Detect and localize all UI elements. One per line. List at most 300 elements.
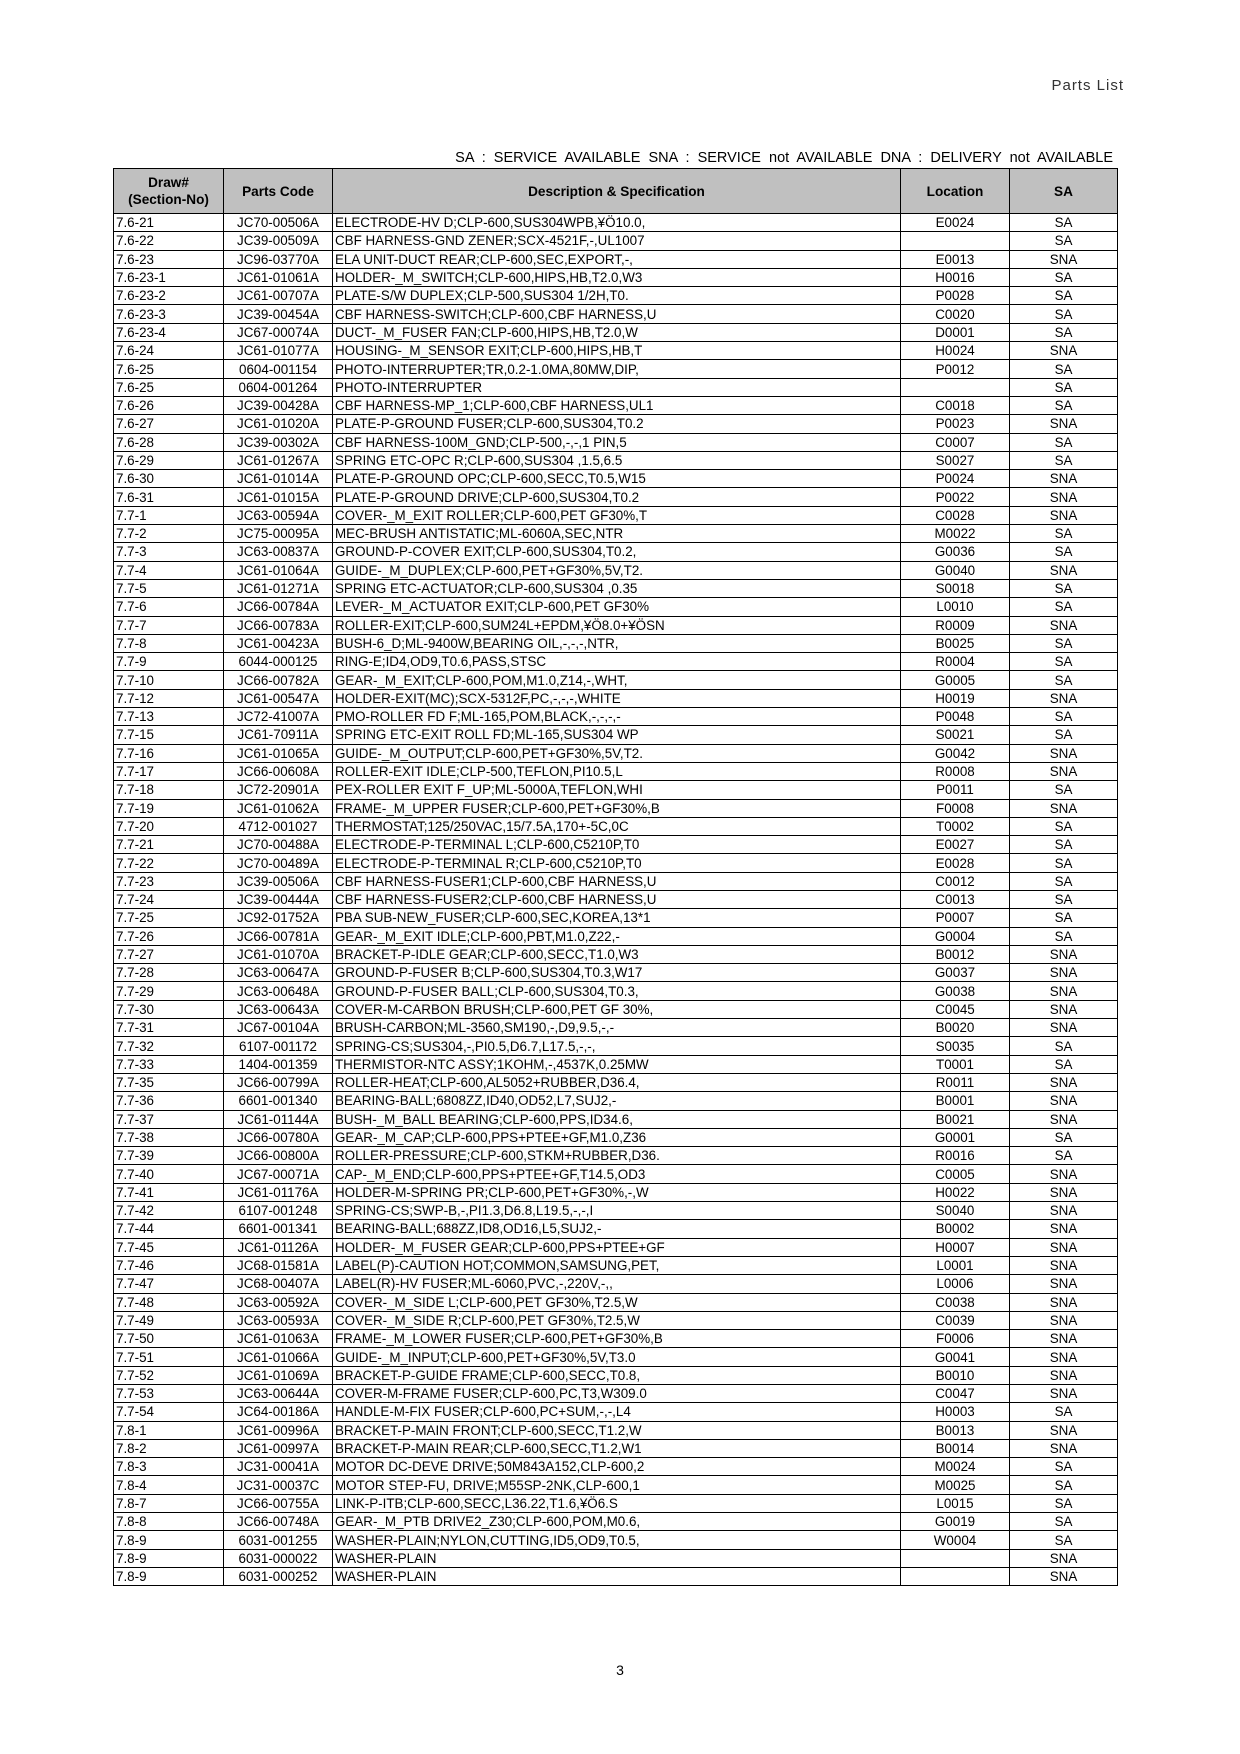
table-row — [114, 671, 1118, 689]
cell-description: HANDLE-M-FIX FUSER;CLP-600,PC+SUM,-,-,L4 — [333, 1403, 901, 1421]
cell-sa-status: SNA — [1010, 744, 1118, 762]
cell-draw-number: 7.7-37 — [114, 1110, 224, 1128]
cell-sa-status: SA — [1010, 1494, 1118, 1512]
cell-description: COVER-_M_SIDE L;CLP-600,PET GF30%,T2.5,W — [333, 1293, 901, 1311]
cell-draw-number: 7.7-15 — [114, 726, 224, 744]
cell-parts-code: JC61-70911A — [224, 726, 333, 744]
cell-description: CAP-_M_END;CLP-600,PPS+PTEE+GF,T14.5,OD3 — [333, 1165, 901, 1183]
cell-location: E0013 — [901, 250, 1010, 268]
cell-draw-number: 7.7-22 — [114, 854, 224, 872]
cell-parts-code: JC66-00799A — [224, 1073, 333, 1091]
table-row — [114, 1220, 1118, 1238]
cell-parts-code: JC39-00454A — [224, 305, 333, 323]
cell-sa-status: SNA — [1010, 982, 1118, 1000]
cell-draw-number: 7.8-7 — [114, 1494, 224, 1512]
cell-parts-code: JC67-00074A — [224, 323, 333, 341]
cell-location: G0042 — [901, 744, 1010, 762]
cell-sa-status: SA — [1010, 634, 1118, 652]
cell-location: L0010 — [901, 598, 1010, 616]
cell-description: PLATE-P-GROUND FUSER;CLP-600,SUS304,T0.2 — [333, 415, 901, 433]
cell-draw-number: 7.6-25 — [114, 378, 224, 396]
cell-location: P0023 — [901, 415, 1010, 433]
cell-description: BRACKET-P-MAIN REAR;CLP-600,SECC,T1.2,W1 — [333, 1439, 901, 1457]
cell-location — [901, 378, 1010, 396]
cell-draw-number: 7.7-32 — [114, 1037, 224, 1055]
cell-draw-number: 7.8-9 — [114, 1549, 224, 1567]
cell-sa-status: SA — [1010, 323, 1118, 341]
cell-location: T0001 — [901, 1055, 1010, 1073]
cell-parts-code: JC31-00037C — [224, 1476, 333, 1494]
cell-parts-code: JC61-01063A — [224, 1330, 333, 1348]
cell-draw-number: 7.7-33 — [114, 1055, 224, 1073]
cell-draw-number: 7.8-8 — [114, 1513, 224, 1531]
cell-sa-status: SA — [1010, 287, 1118, 305]
cell-parts-code: JC63-00643A — [224, 1000, 333, 1018]
cell-sa-status: SNA — [1010, 1202, 1118, 1220]
cell-draw-number: 7.7-6 — [114, 598, 224, 616]
cell-location: C0028 — [901, 506, 1010, 524]
table-row — [114, 250, 1118, 268]
table-row — [114, 1348, 1118, 1366]
cell-location: P0028 — [901, 287, 1010, 305]
cell-description: COVER-M-FRAME FUSER;CLP-600,PC,T3,W309.0 — [333, 1385, 901, 1403]
cell-draw-number: 7.7-13 — [114, 708, 224, 726]
cell-location: S0027 — [901, 451, 1010, 469]
cell-description: GUIDE-_M_DUPLEX;CLP-600,PET+GF30%,5V,T2. — [333, 561, 901, 579]
cell-draw-number: 7.7-20 — [114, 817, 224, 835]
cell-description: GEAR-_M_EXIT;CLP-600,POM,M1.0,Z14,-,WHT, — [333, 671, 901, 689]
table-header-row — [114, 169, 1118, 214]
cell-location: M0024 — [901, 1458, 1010, 1476]
column-header-section-label: (Section-No) — [128, 192, 209, 207]
cell-location — [901, 232, 1010, 250]
cell-sa-status: SA — [1010, 579, 1118, 597]
cell-draw-number: 7.7-18 — [114, 781, 224, 799]
table-row — [114, 525, 1118, 543]
cell-draw-number: 7.6-21 — [114, 214, 224, 232]
cell-description: THERMISTOR-NTC ASSY;1KOHM,-,4537K,0.25MW — [333, 1055, 901, 1073]
cell-parts-code: JC66-00782A — [224, 671, 333, 689]
cell-sa-status: SNA — [1010, 1183, 1118, 1201]
cell-description: PLATE-P-GROUND OPC;CLP-600,SECC,T0.5,W15 — [333, 470, 901, 488]
cell-description: GUIDE-_M_INPUT;CLP-600,PET+GF30%,5V,T3.0 — [333, 1348, 901, 1366]
table-row — [114, 470, 1118, 488]
table-row — [114, 268, 1118, 286]
cell-description: ELECTRODE-HV D;CLP-600,SUS304WPB,¥Ö10.0, — [333, 214, 901, 232]
cell-sa-status: SNA — [1010, 1092, 1118, 1110]
cell-description: CBF HARNESS-GND ZENER;SCX-4521F,-,UL1007 — [333, 232, 901, 250]
cell-location: H0022 — [901, 1183, 1010, 1201]
cell-parts-code: JC70-00488A — [224, 836, 333, 854]
table-row — [114, 1513, 1118, 1531]
cell-parts-code: JC66-00781A — [224, 927, 333, 945]
cell-sa-status: SNA — [1010, 470, 1118, 488]
table-row — [114, 1311, 1118, 1329]
cell-description: ELA UNIT-DUCT REAR;CLP-600,SEC,EXPORT,-, — [333, 250, 901, 268]
cell-description: PMO-ROLLER FD F;ML-165,POM,BLACK,-,-,-,- — [333, 708, 901, 726]
cell-sa-status: SNA — [1010, 250, 1118, 268]
cell-location: G0038 — [901, 982, 1010, 1000]
cell-sa-status: SNA — [1010, 1421, 1118, 1439]
cell-description: LABEL(R)-HV FUSER;ML-6060,PVC,-,220V,-,, — [333, 1275, 901, 1293]
table-row — [114, 653, 1118, 671]
cell-draw-number: 7.7-9 — [114, 653, 224, 671]
cell-description: SPRING ETC-ACTUATOR;CLP-600,SUS304 ,0.35 — [333, 579, 901, 597]
table-row — [114, 579, 1118, 597]
cell-draw-number: 7.7-46 — [114, 1256, 224, 1274]
cell-sa-status: SA — [1010, 909, 1118, 927]
cell-location: H0007 — [901, 1238, 1010, 1256]
cell-parts-code: JC66-00784A — [224, 598, 333, 616]
table-row — [114, 817, 1118, 835]
cell-draw-number: 7.7-24 — [114, 890, 224, 908]
table-row — [114, 836, 1118, 854]
cell-location: C0038 — [901, 1293, 1010, 1311]
cell-location: H0019 — [901, 689, 1010, 707]
cell-parts-code: JC63-00648A — [224, 982, 333, 1000]
cell-draw-number: 7.6-23-1 — [114, 268, 224, 286]
cell-sa-status: SNA — [1010, 762, 1118, 780]
table-row — [114, 1147, 1118, 1165]
cell-parts-code: JC61-01064A — [224, 561, 333, 579]
cell-draw-number: 7.6-22 — [114, 232, 224, 250]
cell-sa-status: SA — [1010, 836, 1118, 854]
cell-description: PBA SUB-NEW_FUSER;CLP-600,SEC,KOREA,13*1 — [333, 909, 901, 927]
table-row — [114, 689, 1118, 707]
cell-sa-status: SA — [1010, 1037, 1118, 1055]
cell-draw-number: 7.7-42 — [114, 1202, 224, 1220]
cell-sa-status: SA — [1010, 525, 1118, 543]
cell-sa-status: SA — [1010, 708, 1118, 726]
cell-parts-code: JC68-00407A — [224, 1275, 333, 1293]
table-row — [114, 1000, 1118, 1018]
cell-draw-number: 7.7-10 — [114, 671, 224, 689]
cell-location: M0025 — [901, 1476, 1010, 1494]
cell-draw-number: 7.7-40 — [114, 1165, 224, 1183]
cell-description: HOLDER-_M_FUSER GEAR;CLP-600,PPS+PTEE+GF — [333, 1238, 901, 1256]
cell-description: WASHER-PLAIN;NYLON,CUTTING,ID5,OD9,T0.5, — [333, 1531, 901, 1549]
cell-location: P0024 — [901, 470, 1010, 488]
cell-draw-number: 7.6-30 — [114, 470, 224, 488]
cell-location: B0014 — [901, 1439, 1010, 1457]
page-header-title: Parts List — [1051, 77, 1124, 94]
cell-location: G0036 — [901, 543, 1010, 561]
cell-draw-number: 7.7-16 — [114, 744, 224, 762]
cell-draw-number: 7.8-9 — [114, 1567, 224, 1585]
cell-parts-code: JC61-01014A — [224, 470, 333, 488]
cell-parts-code: JC66-00783A — [224, 616, 333, 634]
table-row — [114, 433, 1118, 451]
cell-parts-code: JC39-00302A — [224, 433, 333, 451]
cell-location: C0013 — [901, 890, 1010, 908]
table-row — [114, 543, 1118, 561]
cell-sa-status: SA — [1010, 1513, 1118, 1531]
cell-location: R0008 — [901, 762, 1010, 780]
cell-draw-number: 7.7-3 — [114, 543, 224, 561]
column-header-sa: SA — [1010, 169, 1118, 214]
table-row — [114, 1202, 1118, 1220]
cell-sa-status: SNA — [1010, 1000, 1118, 1018]
cell-location: B0010 — [901, 1366, 1010, 1384]
cell-draw-number: 7.7-25 — [114, 909, 224, 927]
table-row — [114, 1183, 1118, 1201]
cell-parts-code: JC75-00095A — [224, 525, 333, 543]
cell-description: GEAR-_M_EXIT IDLE;CLP-600,PBT,M1.0,Z22,- — [333, 927, 901, 945]
cell-draw-number: 7.7-47 — [114, 1275, 224, 1293]
cell-location: C0012 — [901, 872, 1010, 890]
cell-sa-status: SNA — [1010, 488, 1118, 506]
table-row — [114, 1128, 1118, 1146]
cell-parts-code: 0604-001264 — [224, 378, 333, 396]
cell-sa-status: SNA — [1010, 1439, 1118, 1457]
cell-description: BRACKET-P-MAIN FRONT;CLP-600,SECC,T1.2,W — [333, 1421, 901, 1439]
cell-sa-status: SNA — [1010, 1366, 1118, 1384]
table-row — [114, 1366, 1118, 1384]
cell-parts-code: JC96-03770A — [224, 250, 333, 268]
table-row — [114, 1073, 1118, 1091]
cell-location: M0022 — [901, 525, 1010, 543]
cell-sa-status: SA — [1010, 268, 1118, 286]
cell-sa-status: SNA — [1010, 1110, 1118, 1128]
cell-sa-status: SA — [1010, 598, 1118, 616]
cell-description: HOLDER-_M_SWITCH;CLP-600,HIPS,HB,T2.0,W3 — [333, 268, 901, 286]
table-row — [114, 1403, 1118, 1421]
cell-description: COVER-_M_SIDE R;CLP-600,PET GF30%,T2.5,W — [333, 1311, 901, 1329]
table-row — [114, 1110, 1118, 1128]
table-row — [114, 1385, 1118, 1403]
cell-sa-status: SNA — [1010, 1385, 1118, 1403]
cell-description: PHOTO-INTERRUPTER — [333, 378, 901, 396]
cell-draw-number: 7.7-1 — [114, 506, 224, 524]
table-row — [114, 781, 1118, 799]
cell-sa-status: SA — [1010, 927, 1118, 945]
cell-description: ELECTRODE-P-TERMINAL R;CLP-600,C5210P,T0 — [333, 854, 901, 872]
cell-description: COVER-_M_EXIT ROLLER;CLP-600,PET GF30%,T — [333, 506, 901, 524]
cell-parts-code: JC61-00547A — [224, 689, 333, 707]
cell-sa-status: SA — [1010, 396, 1118, 414]
cell-location: D0001 — [901, 323, 1010, 341]
cell-sa-status: SNA — [1010, 1238, 1118, 1256]
cell-parts-code: JC63-00592A — [224, 1293, 333, 1311]
table-row — [114, 1275, 1118, 1293]
cell-sa-status: SA — [1010, 1147, 1118, 1165]
cell-parts-code: JC61-00997A — [224, 1439, 333, 1457]
cell-parts-code: JC61-01015A — [224, 488, 333, 506]
cell-parts-code: JC66-00800A — [224, 1147, 333, 1165]
cell-draw-number: 7.7-39 — [114, 1147, 224, 1165]
cell-description: ROLLER-EXIT;CLP-600,SUM24L+EPDM,¥Ö8.0+¥ÖSN — [333, 616, 901, 634]
cell-description: GROUND-P-FUSER B;CLP-600,SUS304,T0.3,W17 — [333, 964, 901, 982]
cell-location: B0012 — [901, 945, 1010, 963]
cell-sa-status: SNA — [1010, 1549, 1118, 1567]
table-row — [114, 927, 1118, 945]
cell-parts-code: JC39-00509A — [224, 232, 333, 250]
cell-location: R0011 — [901, 1073, 1010, 1091]
cell-description: CBF HARNESS-MP_1;CLP-600,CBF HARNESS,UL1 — [333, 396, 901, 414]
cell-draw-number: 7.7-38 — [114, 1128, 224, 1146]
cell-location: P0012 — [901, 360, 1010, 378]
cell-description: GEAR-_M_PTB DRIVE2_Z30;CLP-600,POM,M0.6, — [333, 1513, 901, 1531]
cell-description: RING-E;ID4,OD9,T0.6,PASS,STSC — [333, 653, 901, 671]
cell-location: E0028 — [901, 854, 1010, 872]
cell-sa-status: SA — [1010, 378, 1118, 396]
cell-description: FRAME-_M_UPPER FUSER;CLP-600,PET+GF30%,B — [333, 799, 901, 817]
cell-parts-code: 0604-001154 — [224, 360, 333, 378]
cell-parts-code: JC61-01077A — [224, 342, 333, 360]
cell-sa-status: SNA — [1010, 616, 1118, 634]
cell-parts-code: 6601-001341 — [224, 1220, 333, 1238]
cell-description: GUIDE-_M_OUTPUT;CLP-600,PET+GF30%,5V,T2. — [333, 744, 901, 762]
cell-draw-number: 7.7-28 — [114, 964, 224, 982]
table-row — [114, 964, 1118, 982]
cell-sa-status: SA — [1010, 305, 1118, 323]
cell-draw-number: 7.6-31 — [114, 488, 224, 506]
cell-parts-code: JC66-00780A — [224, 1128, 333, 1146]
cell-location: C0047 — [901, 1385, 1010, 1403]
cell-parts-code: 1404-001359 — [224, 1055, 333, 1073]
cell-description: BEARING-BALL;6808ZZ,ID40,OD52,L7,SUJ2,- — [333, 1092, 901, 1110]
table-row — [114, 1458, 1118, 1476]
cell-description: BRACKET-P-IDLE GEAR;CLP-600,SECC,T1.0,W3 — [333, 945, 901, 963]
cell-sa-status: SA — [1010, 1476, 1118, 1494]
cell-parts-code: JC70-00506A — [224, 214, 333, 232]
cell-description: GROUND-P-FUSER BALL;CLP-600,SUS304,T0.3, — [333, 982, 901, 1000]
cell-draw-number: 7.6-23-2 — [114, 287, 224, 305]
cell-description: DUCT-_M_FUSER FAN;CLP-600,HIPS,HB,T2.0,W — [333, 323, 901, 341]
cell-draw-number: 7.8-3 — [114, 1458, 224, 1476]
cell-parts-code: 6031-000252 — [224, 1567, 333, 1585]
table-row — [114, 1531, 1118, 1549]
table-row — [114, 342, 1118, 360]
cell-location: H0024 — [901, 342, 1010, 360]
cell-sa-status: SNA — [1010, 1256, 1118, 1274]
cell-draw-number: 7.7-48 — [114, 1293, 224, 1311]
cell-draw-number: 7.6-23 — [114, 250, 224, 268]
cell-location: H0003 — [901, 1403, 1010, 1421]
cell-parts-code: JC61-01176A — [224, 1183, 333, 1201]
cell-parts-code: JC39-00428A — [224, 396, 333, 414]
cell-location: F0006 — [901, 1330, 1010, 1348]
cell-location: C0007 — [901, 433, 1010, 451]
table-row — [114, 1494, 1118, 1512]
cell-parts-code: JC61-00996A — [224, 1421, 333, 1439]
table-row — [114, 1330, 1118, 1348]
cell-draw-number: 7.6-28 — [114, 433, 224, 451]
cell-location: H0016 — [901, 268, 1010, 286]
cell-description: PHOTO-INTERRUPTER;TR,0.2-1.0MA,80MW,DIP, — [333, 360, 901, 378]
table-row — [114, 1567, 1118, 1585]
cell-description: BUSH-_M_BALL BEARING;CLP-600,PPS,ID34.6, — [333, 1110, 901, 1128]
cell-sa-status: SA — [1010, 232, 1118, 250]
cell-sa-status: SA — [1010, 1055, 1118, 1073]
cell-parts-code: JC64-00186A — [224, 1403, 333, 1421]
table-row — [114, 1421, 1118, 1439]
cell-draw-number: 7.7-35 — [114, 1073, 224, 1091]
column-header-parts-code: Parts Code — [224, 169, 333, 214]
table-row — [114, 598, 1118, 616]
cell-parts-code: 6107-001248 — [224, 1202, 333, 1220]
cell-draw-number: 7.8-9 — [114, 1531, 224, 1549]
cell-parts-code: JC61-01070A — [224, 945, 333, 963]
cell-location — [901, 1567, 1010, 1585]
cell-parts-code: JC66-00755A — [224, 1494, 333, 1512]
table-row — [114, 634, 1118, 652]
table-row — [114, 1256, 1118, 1274]
cell-parts-code: JC63-00594A — [224, 506, 333, 524]
column-header-draw-label: Draw# — [148, 175, 189, 190]
table-row — [114, 360, 1118, 378]
cell-sa-status: SA — [1010, 890, 1118, 908]
cell-location: G0001 — [901, 1128, 1010, 1146]
cell-sa-status: SNA — [1010, 1165, 1118, 1183]
table-row — [114, 1293, 1118, 1311]
cell-parts-code: JC66-00748A — [224, 1513, 333, 1531]
table-row — [114, 214, 1118, 232]
cell-draw-number: 7.7-29 — [114, 982, 224, 1000]
table-row — [114, 287, 1118, 305]
cell-sa-status: SA — [1010, 1128, 1118, 1146]
cell-parts-code: 6107-001172 — [224, 1037, 333, 1055]
cell-location: G0037 — [901, 964, 1010, 982]
cell-draw-number: 7.7-50 — [114, 1330, 224, 1348]
cell-location: S0021 — [901, 726, 1010, 744]
cell-draw-number: 7.7-26 — [114, 927, 224, 945]
cell-location: B0001 — [901, 1092, 1010, 1110]
cell-sa-status: SNA — [1010, 1567, 1118, 1585]
cell-description: PLATE-P-GROUND DRIVE;CLP-600,SUS304,T0.2 — [333, 488, 901, 506]
cell-location: L0001 — [901, 1256, 1010, 1274]
cell-description: CBF HARNESS-SWITCH;CLP-600,CBF HARNESS,U — [333, 305, 901, 323]
table-row — [114, 890, 1118, 908]
cell-parts-code: JC68-01581A — [224, 1256, 333, 1274]
cell-location: L0006 — [901, 1275, 1010, 1293]
cell-location: G0040 — [901, 561, 1010, 579]
cell-location: B0002 — [901, 1220, 1010, 1238]
cell-sa-status: SNA — [1010, 1019, 1118, 1037]
column-header-description: Description & Specification — [333, 169, 901, 214]
cell-sa-status: SNA — [1010, 1311, 1118, 1329]
cell-description: HOUSING-_M_SENSOR EXIT;CLP-600,HIPS,HB,T — [333, 342, 901, 360]
cell-location: C0020 — [901, 305, 1010, 323]
table-row — [114, 872, 1118, 890]
parts-table-body — [114, 214, 1118, 1586]
cell-description: PEX-ROLLER EXIT F_UP;ML-5000A,TEFLON,WHI — [333, 781, 901, 799]
cell-parts-code: 6601-001340 — [224, 1092, 333, 1110]
cell-draw-number: 7.6-23-3 — [114, 305, 224, 323]
table-row — [114, 744, 1118, 762]
cell-parts-code: 6031-001255 — [224, 1531, 333, 1549]
cell-draw-number: 7.6-29 — [114, 451, 224, 469]
cell-draw-number: 7.6-26 — [114, 396, 224, 414]
cell-draw-number: 7.7-51 — [114, 1348, 224, 1366]
cell-draw-number: 7.7-2 — [114, 525, 224, 543]
cell-sa-status: SNA — [1010, 561, 1118, 579]
cell-draw-number: 7.6-25 — [114, 360, 224, 378]
cell-description: MEC-BRUSH ANTISTATIC;ML-6060A,SEC,NTR — [333, 525, 901, 543]
cell-sa-status: SNA — [1010, 1293, 1118, 1311]
cell-sa-status: SA — [1010, 854, 1118, 872]
cell-draw-number: 7.7-45 — [114, 1238, 224, 1256]
cell-description: ROLLER-PRESSURE;CLP-600,STKM+RUBBER,D36. — [333, 1147, 901, 1165]
cell-sa-status: SA — [1010, 1531, 1118, 1549]
cell-sa-status: SA — [1010, 1403, 1118, 1421]
cell-sa-status: SA — [1010, 872, 1118, 890]
cell-location: T0002 — [901, 817, 1010, 835]
cell-description: FRAME-_M_LOWER FUSER;CLP-600,PET+GF30%,B — [333, 1330, 901, 1348]
cell-sa-status: SNA — [1010, 415, 1118, 433]
page-number: 3 — [616, 1662, 624, 1678]
cell-draw-number: 7.7-23 — [114, 872, 224, 890]
